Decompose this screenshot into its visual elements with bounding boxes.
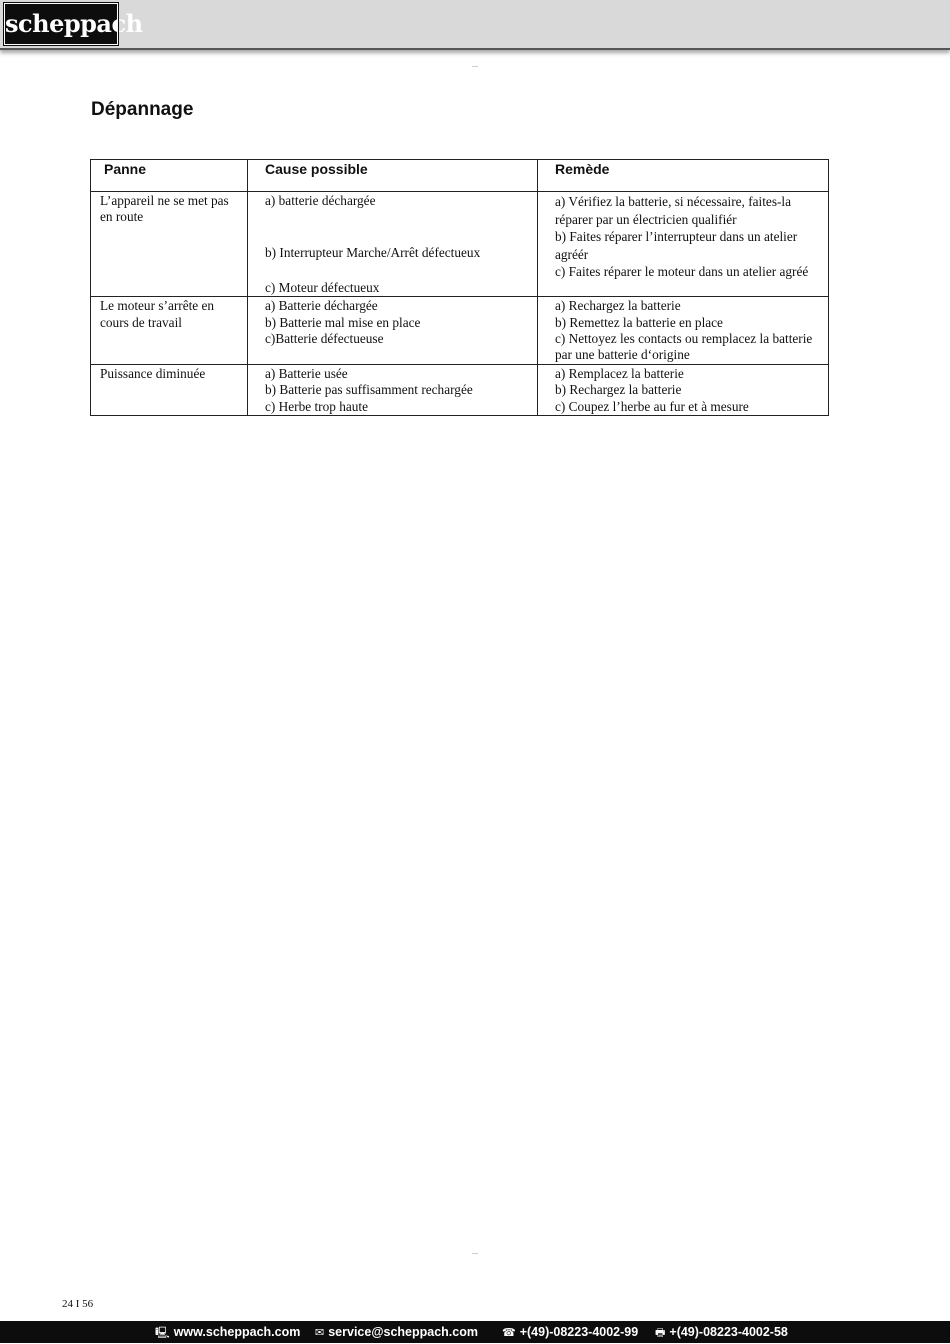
email-text: service@scheppach.com: [328, 1325, 478, 1339]
panne-cell: [91, 297, 248, 365]
cause-text: a) batterie déchargée: [265, 193, 376, 208]
table-row: [91, 364, 829, 415]
cause-text: a) Batterie usée: [265, 365, 348, 381]
phone-icon: ☎: [502, 1326, 516, 1339]
remede-text: a) Remplacez la batterie: [555, 365, 684, 381]
cause-cell: [248, 192, 538, 297]
table-row: [91, 297, 829, 365]
footer-fax: [655, 1321, 788, 1344]
remede-text: c) Faites réparer le moteur dans un atelier agréé: [555, 264, 809, 279]
panne-text: L’appareil ne se met pas en route: [100, 193, 229, 225]
column-header-cause: Cause possible: [248, 160, 538, 192]
email-icon: ✉: [315, 1326, 325, 1339]
table-row: [91, 192, 829, 297]
cause-text: b) Batterie mal mise en place: [265, 314, 421, 330]
panne-cell: [91, 192, 248, 297]
footer-website[interactable]: [155, 1321, 300, 1344]
column-header-remede: Remède: [538, 160, 829, 192]
computer-icon: 🖳: [155, 1326, 170, 1339]
column-header-panne: Panne: [91, 160, 248, 192]
cause-cell: [248, 364, 538, 415]
panne-text: Puissance diminuée: [100, 365, 206, 381]
remede-text: b) Faites réparer l’interrupteur dans un atelier agréér: [555, 229, 798, 262]
panne-cell: [91, 364, 248, 415]
fax-text: +(49)-08223-4002-58: [669, 1325, 788, 1339]
table-header-row: [91, 160, 829, 192]
troubleshooting-table: [90, 159, 829, 416]
cause-text: c)Batterie défectueuse: [265, 331, 384, 347]
cause-text: a) Batterie déchargée: [265, 298, 378, 314]
brand-logo: scheppach: [4, 3, 118, 45]
remede-text: a) Vérifiez la batterie, si nécessaire, faites-la réparer par un électricien qualifiér: [555, 194, 792, 227]
remede-text: c) Nettoyez les contacts ou remplacez la batterie par une batterie d‘origine: [555, 331, 813, 363]
remede-text: c) Coupez l’herbe au fur et à mesure: [555, 398, 749, 414]
cause-text: b) Interrupteur Marche/Arrêt défectueux: [265, 245, 481, 261]
remede-text: a) Rechargez la batterie: [555, 298, 681, 314]
cause-text: c) Herbe trop haute: [265, 398, 368, 414]
remede-cell: [538, 297, 829, 365]
crop-mark: [472, 1253, 478, 1254]
footer-email[interactable]: [315, 1321, 478, 1344]
remede-text: b) Remettez la batterie en place: [555, 314, 723, 330]
phone-text: +(49)-08223-4002-99: [519, 1325, 639, 1339]
fax-icon: 🖶: [655, 1326, 666, 1339]
panne-text: Le moteur s’arrête en cours de travail: [100, 298, 215, 330]
page-title: Dépannage: [91, 99, 194, 120]
cause-cell: [248, 297, 538, 365]
footer-bar: [0, 1321, 950, 1343]
footer-phone: [502, 1321, 638, 1344]
remede-text: b) Rechargez la batterie: [555, 382, 682, 398]
page-number: 24 I 56: [62, 1298, 94, 1310]
cause-text: c) Moteur défectueux: [265, 279, 380, 295]
cause-text: b) Batterie pas suffisamment rechargée: [265, 382, 473, 398]
remede-cell: [538, 364, 829, 415]
crop-mark: [472, 66, 478, 67]
remede-cell: [538, 192, 829, 297]
header-bar: [0, 0, 950, 50]
website-text: www.scheppach.com: [173, 1325, 301, 1339]
